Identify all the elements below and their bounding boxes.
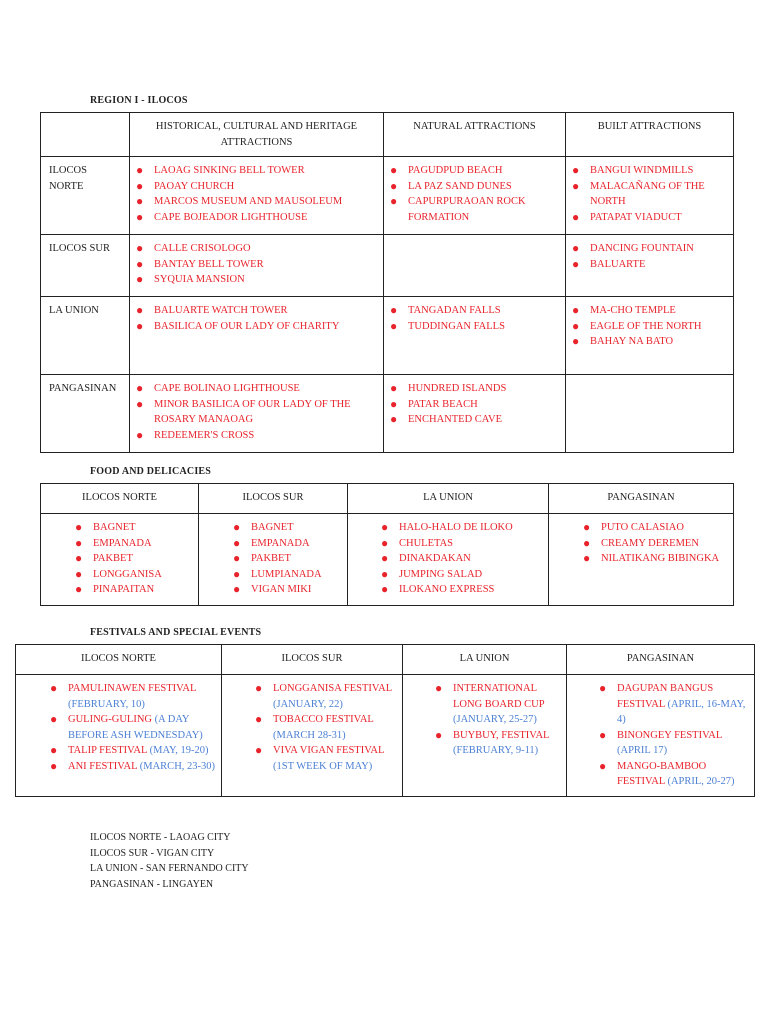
festival-date: (MARCH, 23-30) — [139, 760, 216, 772]
built-list — [566, 297, 733, 354]
list-item: ● MINOR BASILICA OF OUR LADY OF THE ROSARY MANAOAG — [136, 396, 351, 425]
bullet-icon: ● — [381, 535, 389, 550]
list-item: ● PINAPAITAN — [75, 582, 155, 596]
list-item: ● DAGUPAN BANGUS FESTIVAL (APRIL, 16-MAY, 4) — [599, 681, 746, 725]
list-item: ● PUTO CALASIAO — [583, 520, 684, 534]
festival-date: (A DAY BEFORE ASH WEDNESDAY) — [68, 714, 203, 741]
province-label: ILOCOS NORTE — [41, 157, 130, 235]
bullet-icon: ● — [136, 272, 144, 286]
bullet-icon: ● — [381, 582, 389, 596]
built-list — [566, 157, 733, 229]
bullet-icon: ● — [572, 303, 580, 317]
food-header-ilocos-sur: ILOCOS SUR — [199, 484, 348, 514]
list-item: ● TUDDINGAN FALLS — [390, 318, 505, 333]
festivals-row — [16, 675, 755, 797]
festivals-header-ilocos-norte: ILOCOS NORTE — [16, 645, 222, 675]
food-list-ilocos-sur — [199, 514, 347, 602]
attractions-row — [41, 297, 734, 375]
attractions-row — [41, 235, 734, 297]
bullet-icon: ● — [390, 381, 398, 395]
bullet-icon: ● — [381, 551, 389, 565]
historical-list — [130, 157, 383, 229]
list-item: ● ENCHANTED CAVE — [390, 412, 503, 426]
festivals-title: FESTIVALS AND SPECIAL EVENTS — [90, 627, 262, 638]
festival-date: (APRIL, 16-MAY, 4) — [617, 698, 746, 725]
food-header-la-union: LA UNION — [348, 484, 549, 514]
festivals-header-la-union: LA UNION — [403, 645, 567, 675]
list-item: ● JUMPING SALAD — [381, 566, 483, 581]
bullet-icon: ● — [390, 396, 398, 411]
festivals-header-row — [16, 645, 755, 675]
list-item: ● NILATIKANG BIBINGKA — [583, 551, 720, 565]
natural-list — [384, 297, 565, 338]
attractions-header-row — [41, 113, 734, 157]
bullet-icon: ● — [136, 318, 144, 333]
bullet-icon: ● — [136, 303, 144, 317]
list-item: ● BAGNET — [233, 520, 294, 534]
attractions-header-province — [41, 113, 130, 157]
bullet-icon: ● — [435, 681, 443, 695]
list-item: ● MA-CHO TEMPLE — [572, 303, 676, 317]
bullet-icon: ● — [75, 566, 83, 581]
bullet-icon: ● — [572, 256, 580, 271]
list-item: ● PAKBET — [233, 551, 291, 565]
bullet-icon: ● — [390, 194, 398, 208]
festivals-header-ilocos-sur: ILOCOS SUR — [222, 645, 403, 675]
province-label: PANGASINAN — [41, 375, 130, 453]
festivals-header-pangasinan: PANGASINAN — [567, 645, 755, 675]
food-list-la-union — [348, 514, 548, 602]
bullet-icon: ● — [75, 582, 83, 596]
list-item: ● BANTAY BELL TOWER — [136, 256, 264, 271]
bullet-icon: ● — [381, 566, 389, 581]
region-title: REGION I - ILOCOS — [90, 95, 188, 106]
attractions-table — [40, 112, 734, 453]
list-item: ● BASILICA OF OUR LADY OF CHARITY — [136, 318, 340, 333]
bullet-icon: ● — [572, 334, 580, 348]
bullet-icon: ● — [136, 178, 144, 193]
list-item: ● CREAMY DEREMEN — [583, 535, 699, 550]
bullet-icon: ● — [572, 241, 580, 255]
natural-list-empty — [384, 235, 566, 297]
attractions-row — [41, 157, 734, 235]
list-item: ● DINAKDAKAN — [381, 551, 471, 565]
festival-date: (JANUARY, 25-27) — [453, 714, 537, 725]
list-item: ● MANGO-BAMBOO FESTIVAL (APRIL, 20-27) — [599, 758, 735, 787]
list-item: ● PATAR BEACH — [390, 396, 478, 411]
bullet-icon: ● — [390, 318, 398, 333]
bullet-icon: ● — [599, 758, 607, 773]
festivals-table — [15, 644, 755, 797]
historical-list — [130, 375, 383, 447]
attractions-header-natural: NATURAL ATTRACTIONS — [384, 113, 566, 157]
bullet-icon: ● — [572, 318, 580, 333]
built-list — [566, 235, 733, 276]
bullet-icon: ● — [136, 241, 144, 255]
festivals-list-ilocos-sur — [222, 675, 402, 778]
list-item: ● REDEEMER'S CROSS — [136, 427, 255, 442]
bullet-icon: ● — [50, 712, 58, 726]
natural-list — [384, 157, 565, 229]
festival-date: (FEBRUARY, 10) — [68, 698, 145, 710]
festival-date: (MAY, 19-20) — [149, 745, 209, 756]
bullet-icon: ● — [255, 712, 263, 726]
bullet-icon: ● — [136, 194, 144, 208]
list-item: ● TALIP FESTIVAL (MAY, 19-20) — [50, 743, 209, 757]
bullet-icon: ● — [136, 256, 144, 271]
list-item: ● BANGUI WINDMILLS — [572, 163, 694, 177]
province-label: LA UNION — [41, 297, 130, 375]
list-item: ● HUNDRED ISLANDS — [390, 381, 507, 395]
festivals-list-la-union — [403, 675, 566, 763]
list-item: ● LONGGANISA — [75, 566, 162, 581]
list-item: ● CAPURPURAOAN ROCK FORMATION — [390, 194, 526, 223]
historical-list — [130, 235, 383, 292]
festival-date: (APRIL, 20-27) — [667, 776, 735, 787]
list-item: ● LONGGANISA FESTIVAL (JANUARY, 22) — [255, 681, 392, 710]
bullet-icon: ● — [50, 743, 58, 757]
bullet-icon: ● — [136, 163, 144, 177]
bullet-icon: ● — [583, 551, 591, 565]
bullet-icon: ● — [75, 551, 83, 565]
food-table — [40, 483, 734, 606]
list-item: ● PAGUDPUD BEACH — [390, 163, 503, 177]
festival-date: (FEBRUARY, 9-11) — [453, 745, 539, 756]
bullet-icon: ● — [136, 427, 144, 442]
list-item: ● ANI FESTIVAL (MARCH, 23-30) — [50, 758, 216, 773]
bullet-icon: ● — [75, 535, 83, 550]
festivals-list-pangasinan — [567, 675, 754, 794]
list-item: ● TOBACCO FESTIVAL (MARCH 28-31) — [255, 712, 374, 741]
list-item: ● GULING-GULING (A DAY BEFORE ASH WEDNESDAY) — [50, 712, 203, 741]
list-item: ● LAOAG SINKING BELL TOWER — [136, 163, 305, 177]
list-item: ● MALACAÑANG OF THE NORTH — [572, 178, 705, 207]
festival-date: (MARCH 28-31) — [273, 729, 346, 741]
food-header-row — [41, 484, 734, 514]
festival-date: (APRIL 17) — [617, 745, 668, 756]
bullet-icon: ● — [572, 163, 580, 177]
list-item: ● BALUARTE — [572, 256, 646, 271]
bullet-icon: ● — [572, 178, 580, 193]
list-item: ● PAOAY CHURCH — [136, 178, 235, 193]
food-header-ilocos-norte: ILOCOS NORTE — [41, 484, 199, 514]
list-item: ● BAHAY NA BATO — [572, 334, 674, 348]
bullet-icon: ● — [390, 412, 398, 426]
list-item: ● PATAPAT VIADUCT — [572, 209, 682, 224]
bullet-icon: ● — [50, 681, 58, 695]
bullet-icon: ● — [233, 566, 241, 581]
list-item: ● EMPANADA — [233, 535, 310, 550]
food-header-pangasinan: PANGASINAN — [549, 484, 734, 514]
bullet-icon: ● — [583, 520, 591, 534]
capital-line: ILOCOS NORTE - LAOAG CITY — [90, 832, 231, 843]
bullet-icon: ● — [233, 535, 241, 550]
food-title: FOOD AND DELICACIES — [90, 466, 212, 477]
bullet-icon: ● — [390, 303, 398, 317]
bullet-icon: ● — [572, 209, 580, 224]
festivals-list-ilocos-norte — [16, 675, 221, 778]
list-item: ● BUYBUY, FESTIVAL (FEBRUARY, 9-11) — [435, 727, 550, 756]
bullet-icon: ● — [255, 743, 263, 757]
list-item: ● CHULETAS — [381, 535, 453, 550]
bullet-icon: ● — [50, 758, 58, 773]
bullet-icon: ● — [583, 535, 591, 550]
bullet-icon: ● — [233, 551, 241, 565]
list-item: ● EAGLE OF THE NORTH — [572, 318, 702, 333]
bullet-icon: ● — [390, 178, 398, 193]
bullet-icon: ● — [390, 163, 398, 177]
natural-list — [384, 375, 565, 432]
attractions-header-historical: HISTORICAL, CULTURAL AND HERITAGE ATTRACTIONS — [130, 113, 384, 157]
list-item: ● SYQUIA MANSION — [136, 272, 245, 286]
list-item: ● BINONGEY FESTIVAL (APRIL 17) — [599, 727, 722, 756]
list-item: ● PAMULINAWEN FESTIVAL (FEBRUARY, 10) — [50, 681, 196, 710]
food-list-ilocos-norte — [41, 514, 198, 602]
food-row — [41, 514, 734, 606]
list-item: ● VIGAN MIKI — [233, 582, 312, 596]
list-item: ● HALO-HALO DE ILOKO — [381, 520, 513, 534]
built-list-empty — [566, 375, 734, 453]
bullet-icon: ● — [233, 520, 241, 534]
list-item: ● LUMPIANADA — [233, 566, 322, 581]
attractions-row — [41, 375, 734, 453]
bullet-icon: ● — [599, 681, 607, 695]
province-label: ILOCOS SUR — [41, 235, 130, 297]
capitals-list — [90, 830, 249, 892]
list-item: ● TANGADAN FALLS — [390, 303, 501, 317]
list-item: ● CALLE CRISOLOGO — [136, 241, 251, 255]
list-item: ● BALUARTE WATCH TOWER — [136, 303, 288, 317]
festival-date: (1ST WEEK OF MAY) — [273, 760, 373, 772]
attractions-header-built: BUILT ATTRACTIONS — [566, 113, 734, 157]
list-item: ● DANCING FOUNTAIN — [572, 241, 694, 255]
list-item: ● EMPANADA — [75, 535, 152, 550]
list-item: ● CAPE BOJEADOR LIGHTHOUSE — [136, 209, 308, 224]
bullet-icon: ● — [435, 727, 443, 742]
food-list-pangasinan — [549, 514, 733, 571]
festival-date: (JANUARY, 22) — [273, 698, 343, 710]
bullet-icon: ● — [136, 209, 144, 224]
bullet-icon: ● — [233, 582, 241, 596]
historical-list — [130, 297, 383, 338]
capital-line: LA UNION - SAN FERNANDO CITY — [90, 863, 249, 875]
bullet-icon: ● — [599, 727, 607, 742]
bullet-icon: ● — [136, 396, 144, 411]
list-item: ● INTERNATIONAL LONG BOARD CUP (JANUARY, 25-27) — [435, 681, 545, 725]
bullet-icon: ● — [136, 381, 144, 395]
bullet-icon: ● — [255, 681, 263, 695]
bullet-icon: ● — [381, 520, 389, 534]
list-item: ● PAKBET — [75, 551, 133, 565]
list-item: ● BAGNET — [75, 520, 136, 534]
capital-line: PANGASINAN - LINGAYEN — [90, 878, 214, 890]
list-item: ● CAPE BOLINAO LIGHTHOUSE — [136, 381, 300, 395]
list-item: ● MARCOS MUSEUM AND MAUSOLEUM — [136, 194, 343, 208]
list-item: ● VIVA VIGAN FESTIVAL (1ST WEEK OF MAY) — [255, 743, 385, 772]
bullet-icon: ● — [75, 520, 83, 534]
list-item: ● ILOKANO EXPRESS — [381, 582, 495, 596]
capital-line: ILOCOS SUR - VIGAN CITY — [90, 847, 215, 859]
list-item: ● LA PAZ SAND DUNES — [390, 178, 512, 193]
